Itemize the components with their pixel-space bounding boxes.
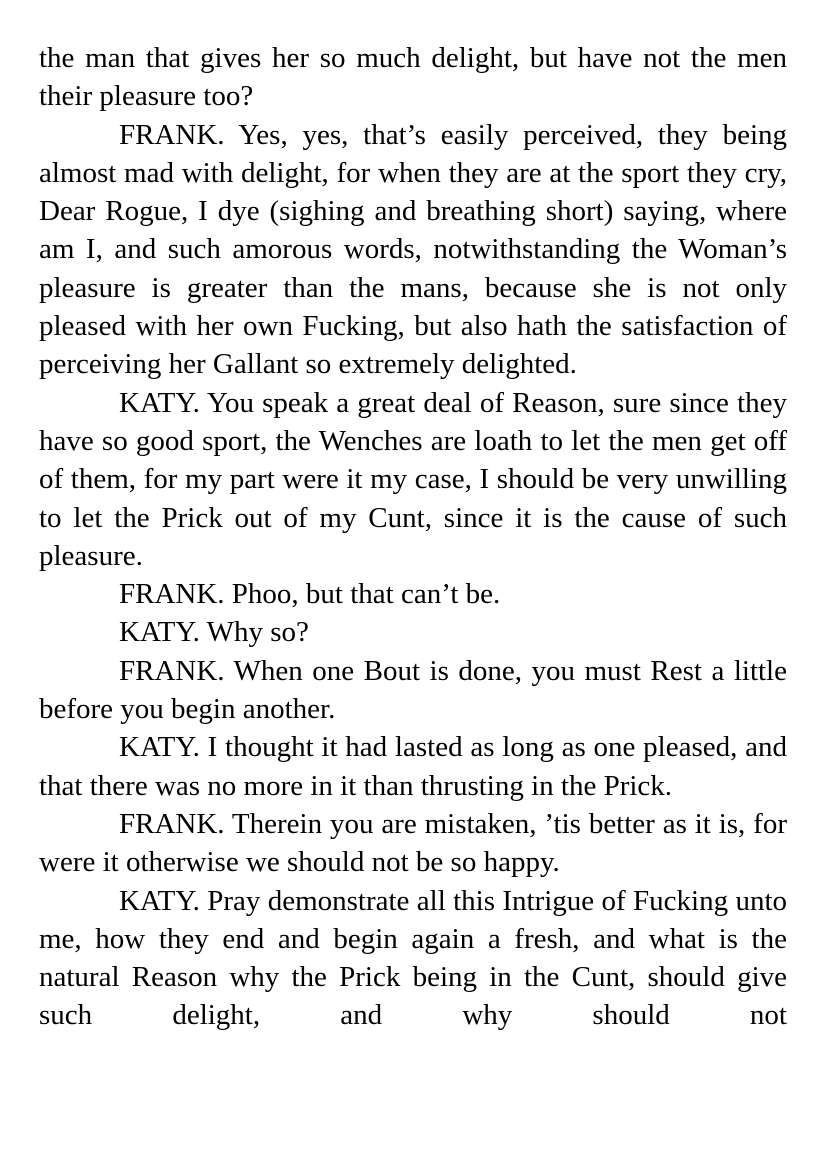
paragraph-frank-1: FRANK. Yes, yes, that’s easily perceived, they being almost mad with delight, for when they are at the sport they cry, Dear Rogue, I dye (sighing and breathing short) saying, where am I, and such amorous words, notwithstanding the Woman’s pleasure is greater than the mans, because she is not only pleased with her own Fucking, but also hath the satisfaction of perceiving her Gallant so extremely delighted. (39, 118, 787, 381)
paragraph-katy-3: KATY. I thought it had lasted as long as one pleased, and that there was no more in it than thrusting in the Prick. (39, 731, 787, 802)
paragraph-katy-4: KATY. Pray demonstrate all this Intrigue of Fucking unto me, how they end and begin again a fresh, and what is the natural Reason why the Prick being in the Cunt, should give such delight, and why should not (39, 884, 787, 1032)
paragraph-katy-1: KATY. You speak a great deal of Reason, sure since they have so good sport, the Wenches are loath to let the men get off of them, for my part were it my case, I should be very unwilling to let the Prick out of my Cunt, since it is the cause of such pleasure. (39, 386, 787, 572)
page-body (39, 39, 787, 1035)
paragraph-katy-2: KATY. Why so? (119, 616, 309, 649)
paragraph-frank-2: FRANK. Phoo, but that can’t be. (119, 578, 501, 611)
paragraph-frank-3: FRANK. When one Bout is done, you must Rest a little before you begin another. (39, 654, 787, 726)
paragraph-frank-4: FRANK. Therein you are mistaken, ’tis better as it is, for were it otherwise we should not be so happy. (39, 807, 787, 879)
paragraph-continuation: the man that gives her so much delight, but have not the men their pleasure too? (39, 42, 787, 113)
